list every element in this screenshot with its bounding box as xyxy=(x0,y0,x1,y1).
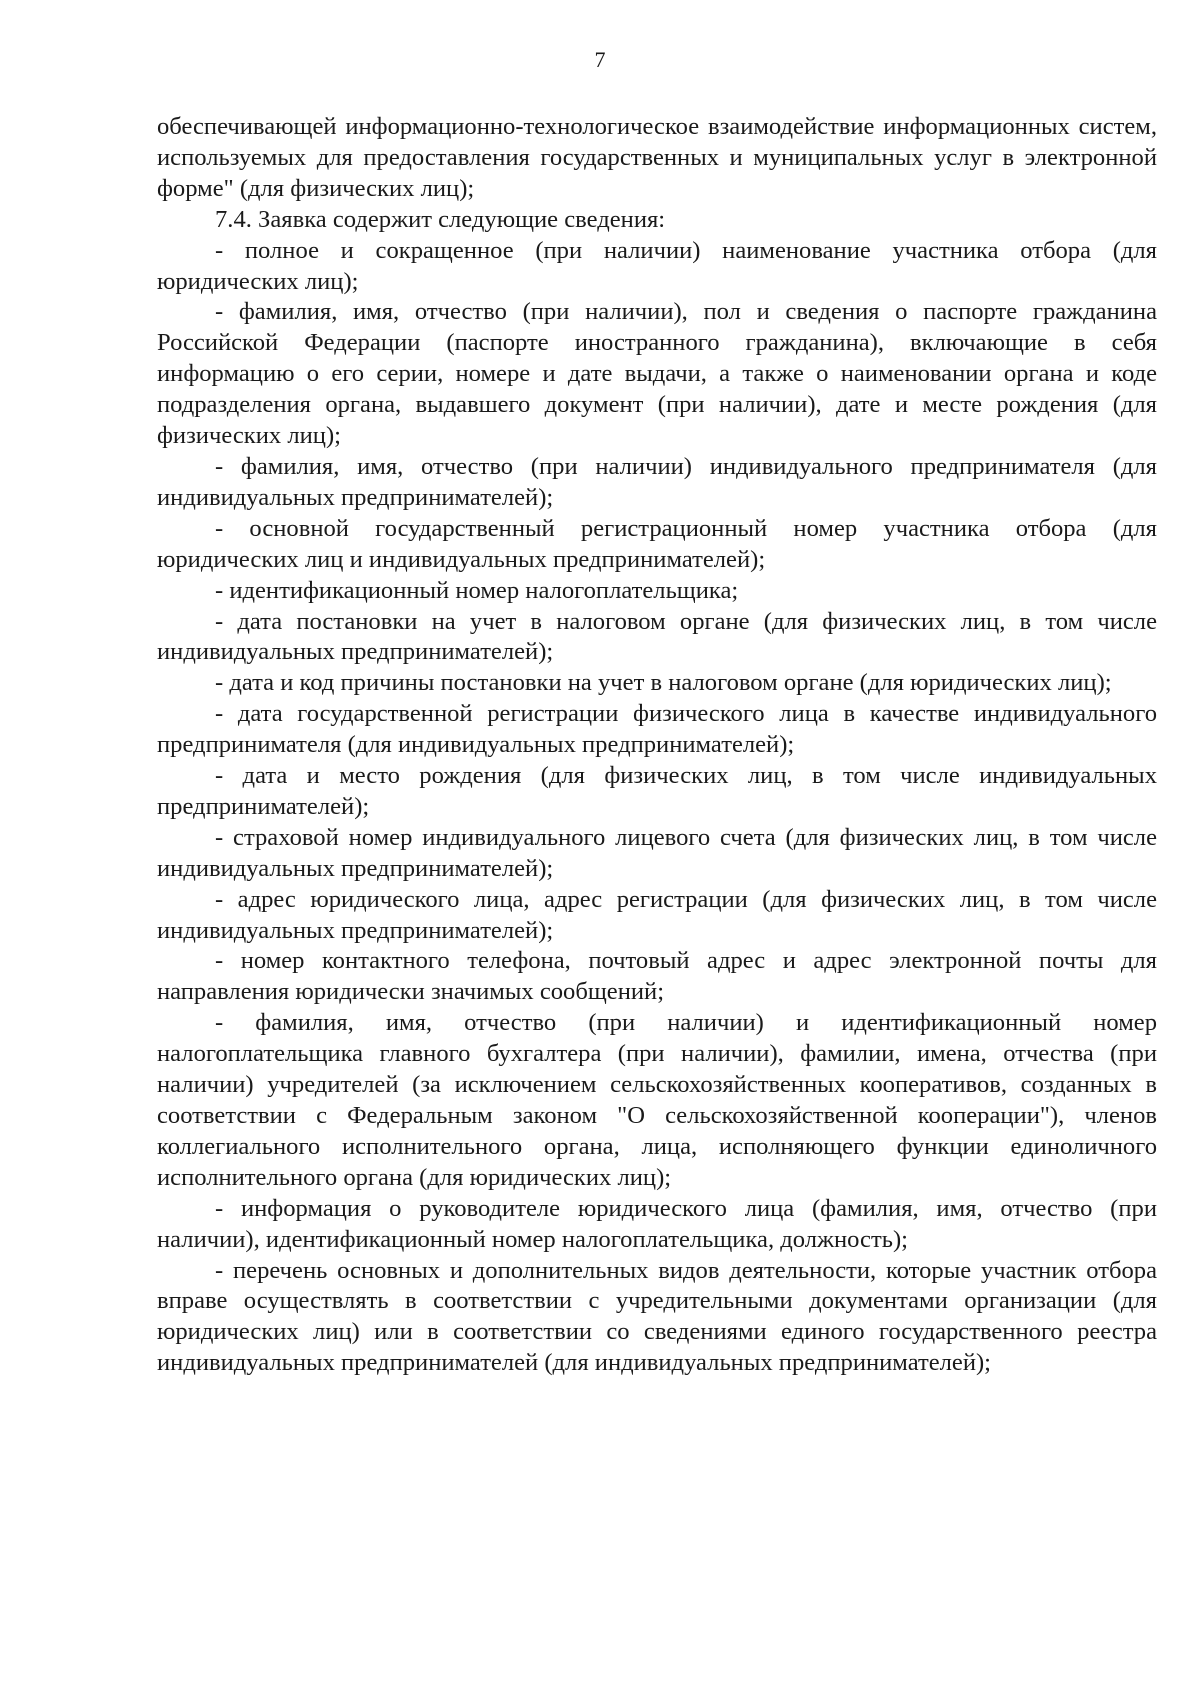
list-item: - дата и код причины постановки на учет в налоговом органе (для юридических лиц); xyxy=(215,669,1112,697)
list-item: - фамилия, имя, отчество (при наличии), пол и сведения о паспорте гражданина Российской Федерации (паспорте иностранного гражданина), включающие в себя информацию о его серии, номере и дате выдачи, а также о наименовании органа и коде подразделения органа, выдавшего документ (при наличии), дате и месте рождения (для физических лиц); xyxy=(157,298,1157,450)
paragraph-continuation: обеспечивающей информационно-технологическое взаимодействие информационных систем, используемых для предоставления государственных и муниципальных услуг в электронной форме" (для физических лиц); xyxy=(157,113,1157,202)
list-item: - идентификационный номер налогоплательщика; xyxy=(215,576,739,604)
list-item: - информация о руководителе юридического лица (фамилия, имя, отчество (при наличии), идентификационный номер налогоплательщика, должность); xyxy=(157,1194,1157,1253)
list-item: - фамилия, имя, отчество (при наличии) индивидуального предпринимателя (для индивидуальных предпринимателей); xyxy=(157,452,1157,511)
list-item: - дата постановки на учет в налоговом органе (для физических лиц, в том числе индивидуальных предпринимателей); xyxy=(157,607,1157,666)
page-number: 7 xyxy=(594,47,606,72)
list-item: - дата государственной регистрации физического лица в качестве индивидуального предпринимателя (для индивидуальных предпринимателей); xyxy=(157,700,1157,759)
list-item: - основной государственный регистрационный номер участника отбора (для юридических лиц и индивидуальных предпринимателей); xyxy=(157,514,1157,573)
list-item: - страховой номер индивидуального лицевого счета (для физических лиц, в том числе индивидуальных предпринимателей); xyxy=(157,823,1157,882)
list-item: - адрес юридического лица, адрес регистрации (для физических лиц, в том числе индивидуальных предпринимателей); xyxy=(157,885,1157,944)
document-body xyxy=(157,112,1157,1379)
section-7-4-heading: 7.4. Заявка содержит следующие сведения: xyxy=(215,205,666,233)
list-item: - перечень основных и дополнительных видов деятельности, которые участник отбора вправе осуществлять в соответствии с учредительными документами организации (для юридических лиц) или в соответствии со сведениями единого государственного реестра индивидуальных предпринимателей (для индивидуальных предпринимателей); xyxy=(157,1256,1157,1377)
list-item: - фамилия, имя, отчество (при наличии) и идентификационный номер налогоплательщика главного бухгалтера (при наличии), фамилии, имена, отчества (при наличии) учредителей (за исключением сельскохозяйственных кооперативов, созданных в соответствии с Федеральным законом "О сельскохозяйственной кооперации"), членов коллегиального исполнительного органа, лица, исполняющего функции единоличного исполнительного органа (для юридических лиц); xyxy=(157,1009,1157,1191)
list-item: - дата и место рождения (для физических лиц, в том числе индивидуальных предпринимателей); xyxy=(157,762,1157,820)
list-item: - номер контактного телефона, почтовый адрес и адрес электронной почты для направления юридически значимых сообщений; xyxy=(157,947,1157,1006)
list-item: - полное и сокращенное (при наличии) наименование участника отбора (для юридических лиц); xyxy=(157,236,1157,295)
